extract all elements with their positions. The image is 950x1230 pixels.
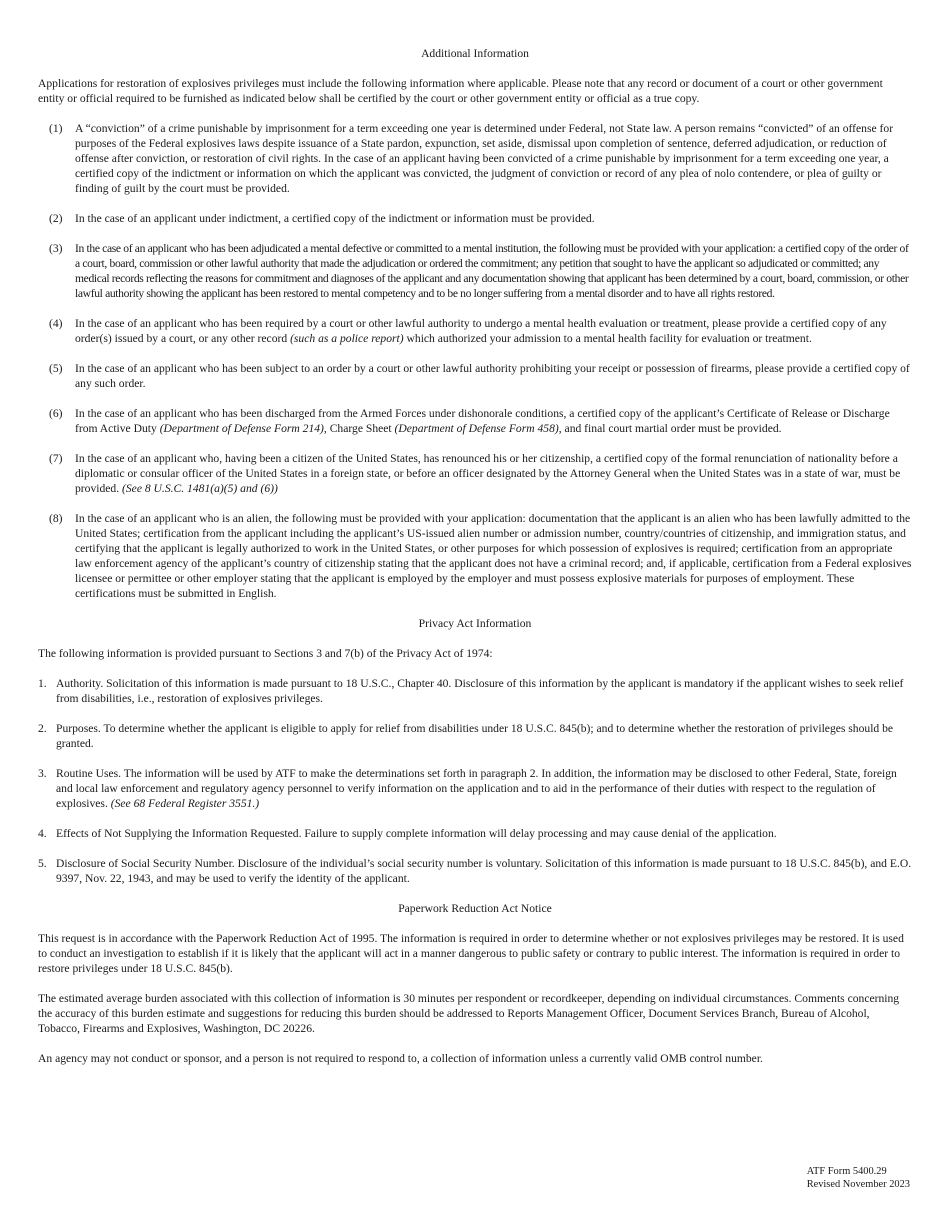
item-number: 1.: [38, 677, 47, 690]
item-text-part: In the case of an applicant who has been discharged from the Armed Forces under dishonorale conditions, a certified copy of the applicant’s Certificate of Release or Discharge from Active Duty: [75, 407, 890, 435]
item-number: (4): [49, 317, 63, 330]
item-text: Disclosure of Social Security Number. Disclosure of the individual’s social security number is voluntary. Solicitation of this information is made pursuant to 18 U.S.C. 845(b), and E.O. 9397, Nov. 22, 1943, and may be used to verify the identity of the applicant.: [56, 857, 912, 885]
item-text: [75, 316, 912, 346]
paperwork-paragraph-1: This request is in accordance with the Paperwork Reduction Act of 1995. The information is required in order to determine whether or not explosives privileges may be restored. It is used to conduct an investigation to establish if it is likely that the applicant will act in a manner dangerous to public safety or contrary to public interest. The information is required in order to restore privileges under 18 U.S.C. 845(b).: [38, 932, 904, 975]
item-text-italic: (See 68 Federal Register 3551.): [110, 797, 260, 810]
item-text-part: , Charge Sheet: [323, 422, 395, 435]
paperwork-paragraph-3: An agency may not conduct or sponsor, and a person is not required to respond to, a collection of information unless a currently valid OMB control number.: [38, 1052, 763, 1065]
document-page: [38, 46, 912, 1066]
additional-info-intro: Applications for restoration of explosives privileges must include the following information where applicable. Please note that any record or document of a court or other government entity or official required to be furnished as indicated below shall be certified by the court or other government entity or official as a true copy.: [38, 77, 883, 105]
additional-item-6: [38, 406, 912, 436]
item-text-part: which authorized your admission to a mental health facility for evaluation or treatment.: [403, 332, 812, 345]
privacy-item-2: [38, 721, 912, 751]
item-number: 2.: [38, 722, 47, 735]
item-text-italic: (such as a police report): [290, 332, 404, 345]
item-number: 3.: [38, 767, 47, 780]
privacy-act-heading: Privacy Act Information: [418, 617, 532, 630]
item-text: Effects of Not Supplying the Information Requested. Failure to supply complete information will delay processing and may cause denial of the application.: [56, 827, 777, 840]
item-text-italic: (See 8 U.S.C. 1481(a)(5) and (6)): [122, 482, 278, 495]
additional-item-1: [38, 121, 912, 196]
item-number: (5): [49, 362, 63, 375]
item-number: (2): [49, 212, 63, 225]
privacy-item-1: [38, 676, 912, 706]
item-text: In the case of an applicant who has been subject to an order by a court or other lawful authority prohibiting your receipt or possession of firearms, please provide a certified copy of any such order.: [75, 362, 910, 390]
item-text: A “conviction” of a crime punishable by imprisonment for a term exceeding one year is determined under Federal, not State law. A person remains “convicted” of an offense for purposes of the Federal explosives laws despite issuance of a State pardon, expunction, set aside, dismissal upon completion of sentence, deferred adjudication, or reduction of offense after conviction, or restoration of civil rights. In the case of an applicant having been convicted of a crime punishable by imprisonment for a term exceeding one year, a certified copy of the indictment or information on which the applicant was convicted, the judgment of conviction or record of any plea of nolo contendere, or plea of guilty or finding of guilt by the court must be provided.: [75, 122, 894, 195]
additional-item-8: [38, 511, 912, 601]
item-number: (3): [49, 242, 63, 255]
item-number: (7): [49, 452, 63, 465]
additional-item-4: [38, 316, 912, 346]
form-footer: [807, 1165, 910, 1191]
additional-item-3: [38, 241, 912, 301]
item-text-part: Routine Uses. The information will be used by ATF to make the determinations set forth in paragraph 2. In addition, the information may be disclosed to other Federal, State, foreign and local law enforcement and regulatory agency personnel to verify information on the application and to aid in the performance of their duties with respect to the regulation of explosives.: [56, 767, 897, 810]
item-text: [75, 406, 912, 436]
item-text: In the case of an applicant who has been adjudicated a mental defective or committed to a mental institution, the following must be provided with your application: a certified copy of the order of a court, board, commission or other lawful authority that made the adjudication or ordered the commitment; any petition that sought to have the applicant so adjudicated or committed; any medical records reflecting the reasons for commitment and diagnoses of the applicant and any documentation showing that applicant has been determined by a court, board, commission, or other lawful authority showing the applicant has been restored to mental competency and to be no longer suffering from a mental disorder and to have all rights restored.: [75, 242, 909, 300]
paperwork-paragraph-2: The estimated average burden associated with this collection of information is 30 minutes per respondent or recordkeeper, depending on individual circumstances. Comments concerning the accuracy of this burden estimate and suggestions for reducing this burden should be addressed to Reports Management Officer, Document Services Branch, Bureau of Alcohol, Tobacco, Firearms and Explosives, Washington, DC 20226.: [38, 992, 900, 1035]
item-text: Purposes. To determine whether the applicant is eligible to apply for relief from disabilities under 18 U.S.C. 845(b); and to determine whether the restoration of privileges should be granted.: [56, 722, 894, 750]
privacy-act-intro: The following information is provided pursuant to Sections 3 and 7(b) of the Privacy Act of 1974:: [38, 647, 493, 660]
item-text-part: , and final court martial order must be provided.: [558, 422, 782, 435]
item-text: In the case of an applicant under indictment, a certified copy of the indictment or information must be provided.: [75, 212, 595, 225]
privacy-item-3: [38, 766, 912, 811]
additional-info-heading: Additional Information: [421, 47, 529, 60]
item-text-italic: (Department of Defense Form 214): [159, 422, 324, 435]
item-text-part: In the case of an applicant who has been required by a court or other lawful authority to undergo a mental health evaluation or treatment, please provide a certified copy of any order(s) issued by a court, or any other record: [75, 317, 887, 345]
privacy-item-4: [38, 826, 912, 841]
item-text: In the case of an applicant who is an alien, the following must be provided with your application: documentation that the applicant is an alien who has been lawfully admitted to the United States; certification from the applicant including the applicant’s US-issued alien number or admission number, country/countries of citizenship, and immigration status, and certifying that the applicant is legally authorized to work in the United States, or other purposes for which possession of explosives is required; certification from an appropriate law enforcement agency of the applicant’s country of citizenship stating that the applicant does not have a criminal record; and, if applicable, certification from a Federal explosives licensee or permittee or other employer stating that the applicant is employed by the employer and must possess explosive materials for purposes of employment. These certifications must be submitted in English.: [75, 512, 912, 600]
additional-item-2: [38, 211, 912, 226]
additional-item-7: [38, 451, 912, 496]
item-number: 5.: [38, 857, 47, 870]
item-number: (8): [49, 512, 63, 525]
item-number: (1): [49, 122, 63, 135]
form-revision: Revised November 2023: [806, 1179, 910, 1190]
item-text: [75, 451, 912, 496]
item-text: Authority. Solicitation of this information is made pursuant to 18 U.S.C., Chapter 40. Disclosure of this information by the applicant is mandatory if the applicant wishes to seek relief from disabilities, i.e., restoration of explosives privileges.: [56, 677, 904, 705]
additional-item-5: [38, 361, 912, 391]
item-text-italic: (Department of Defense Form 458): [394, 422, 559, 435]
item-text: [56, 766, 912, 811]
paperwork-act-heading: Paperwork Reduction Act Notice: [398, 902, 552, 915]
privacy-item-5: [38, 856, 912, 886]
item-number: 4.: [38, 827, 47, 840]
item-text-part: In the case of an applicant who, having been a citizen of the United States, has renounced his or her citizenship, a certified copy of the formal renunciation of nationality before a diplomatic or consular officer of the United States in a foreign state, or before an officer designated by the Attorney General when the United States was in a state of war, must be provided.: [75, 452, 901, 495]
form-number: ATF Form 5400.29: [806, 1166, 887, 1177]
item-number: (6): [49, 407, 63, 420]
